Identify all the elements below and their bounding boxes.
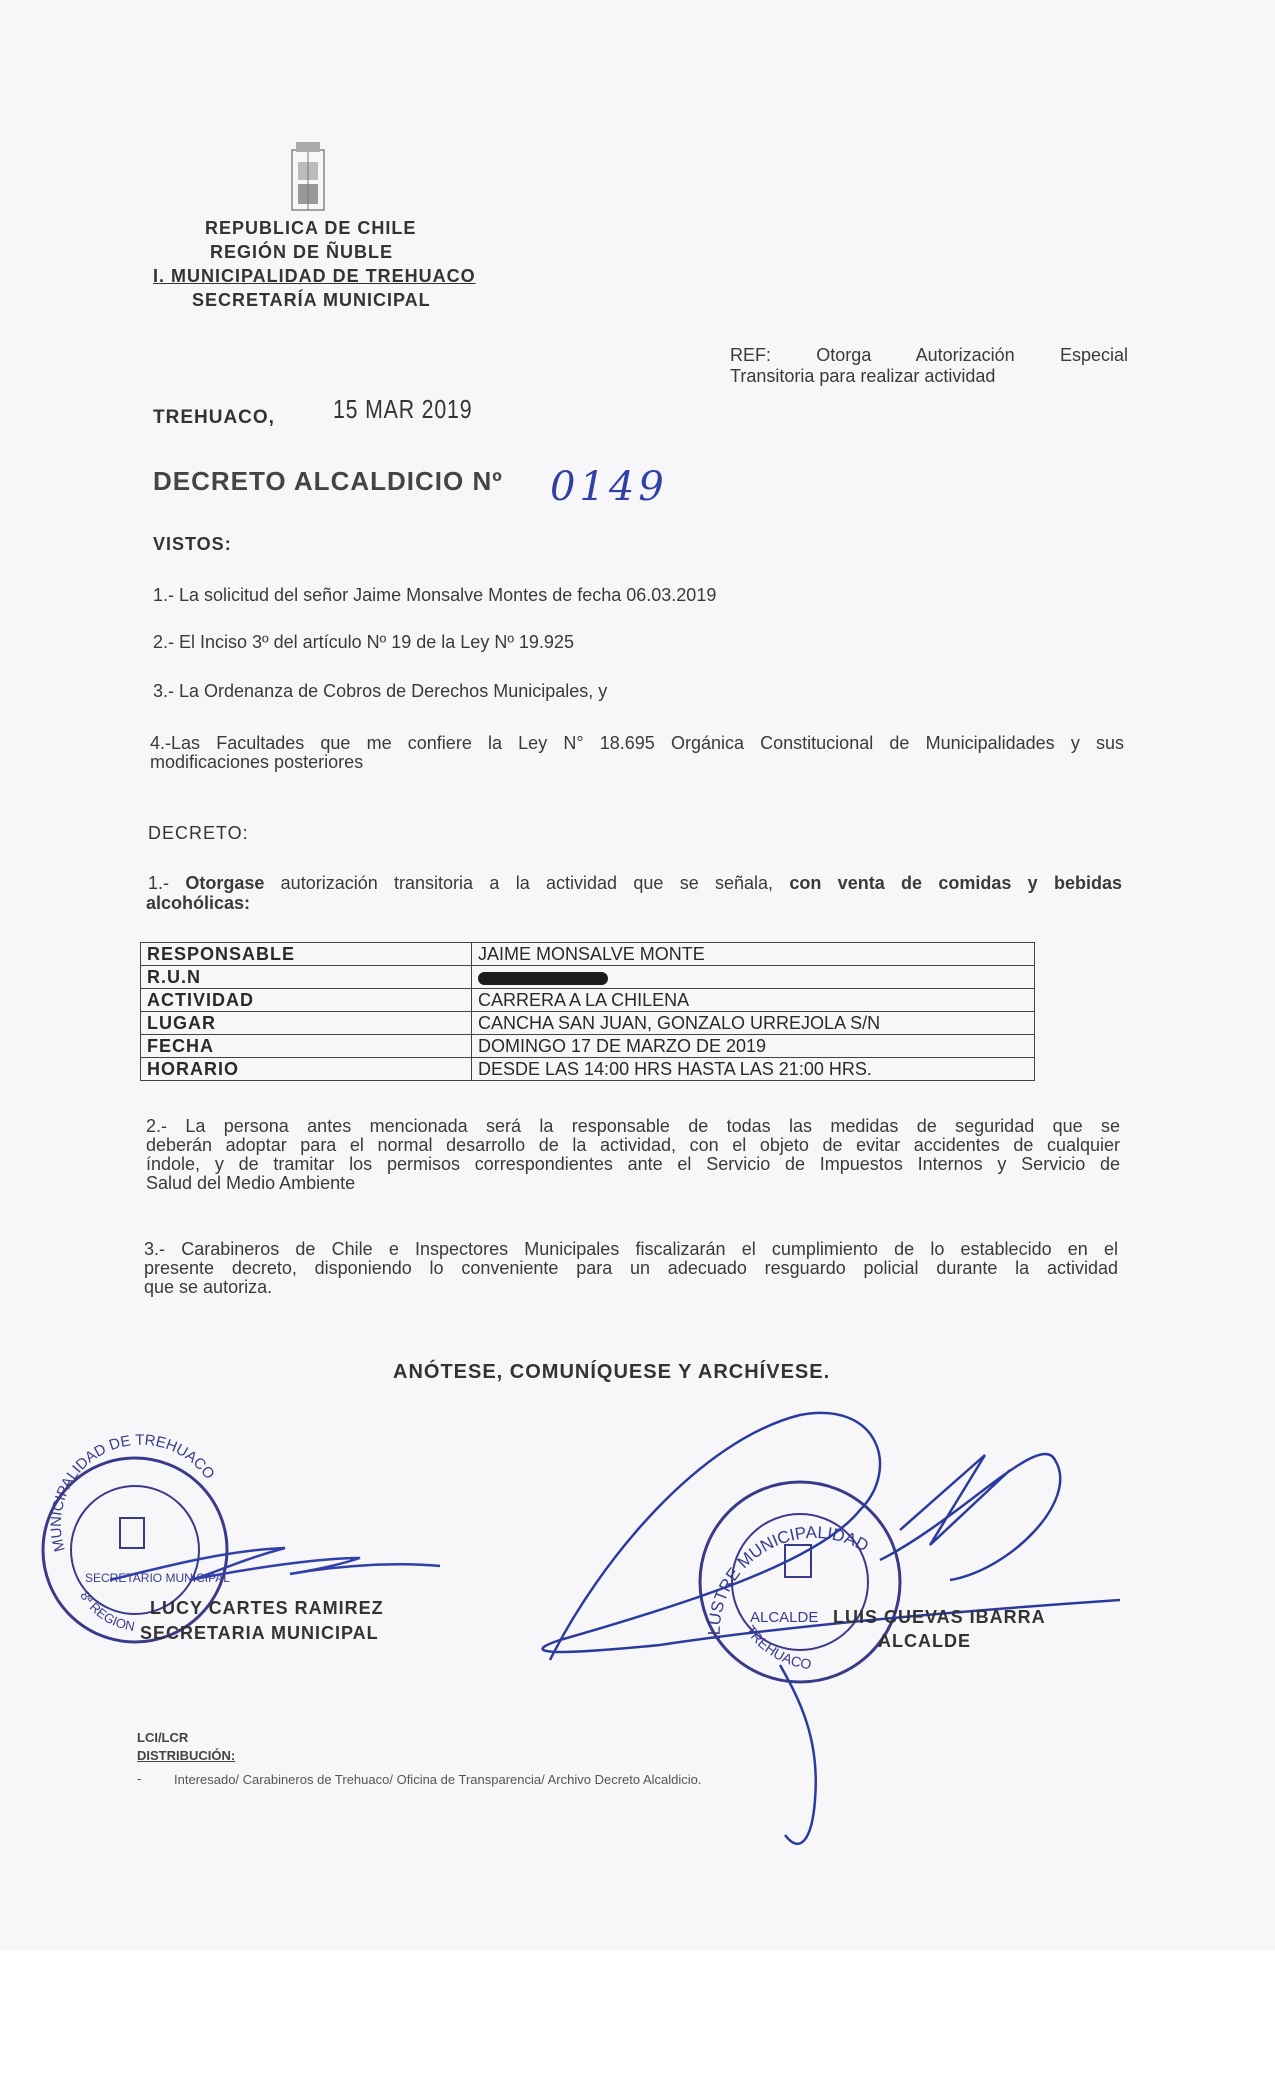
table-label: HORARIO (141, 1058, 472, 1081)
right-signature-tail (780, 1665, 816, 1844)
table-value: CARRERA A LA CHILENA (472, 989, 1035, 1012)
decreto-heading: DECRETO: (148, 823, 249, 843)
vistos-item-2: 2.- El Inciso 3º del artículo Nº 19 de la Ley Nº 19.925 (153, 632, 574, 652)
ref-label: REF: (730, 345, 772, 365)
left-signatory-title: SECRETARIA MUNICIPAL (140, 1623, 379, 1643)
ref-line1: Otorga Autorización Especial (816, 345, 1128, 365)
header-region: REGIÓN DE ÑUBLE (210, 242, 394, 262)
vistos-item-1: 1.- La solicitud del señor Jaime Monsalve Montes de fecha 06.03.2019 (153, 585, 717, 605)
footer-distribution-label: DISTRIBUCIÓN: (137, 1748, 236, 1763)
footer-distribution-text: Interesado/ Carabineros de Trehuaco/ Oficina de Transparencia/ Archivo Decreto Alcaldicio. (174, 1772, 702, 1787)
paragraph-line: índole, y de tramitar los permisos correspondientes ante el Servicio de Impuestos Internos y Servicio de (146, 1154, 1120, 1174)
left-seal-bottom: 8ª REGION (77, 1588, 136, 1634)
right-signatory-name: LUIS CUEVAS IBARRA (833, 1607, 1046, 1627)
table-value: JAIME MONSALVE MONTE (472, 943, 1035, 966)
vistos-item-4: 4.-Las Facultades que me confiere la Ley N° 18.695 Orgánica Constitucional de Municipalidades y sus (150, 733, 1124, 753)
venta-bold: con venta de comidas y bebidas (789, 873, 1123, 893)
table-value: CANCHA SAN JUAN, GONZALO URREJOLA S/N (472, 1012, 1035, 1035)
right-seal-text: ILUSTRE MUNICIPALIDAD (704, 1522, 872, 1641)
header-department: SECRETARÍA MUNICIPAL (192, 290, 431, 310)
vistos-item-4-continued: modificaciones posteriores (150, 752, 364, 772)
header-municipality: I. MUNICIPALIDAD DE TREHUACO (153, 266, 476, 286)
right-signatory-title: ALCALDE (878, 1631, 971, 1651)
right-seal-bottom: TREHUACO (742, 1622, 813, 1673)
left-seal-center: SECRETARIO MUNICIPAL (85, 1571, 230, 1585)
closing-formula: ANÓTESE, COMUNÍQUESE Y ARCHÍVESE. (393, 1361, 831, 1383)
decree-title: DECRETO ALCALDICIO Nº (153, 466, 503, 496)
header-country: REPUBLICA DE CHILE (205, 218, 417, 238)
otorgase-bold: Otorgase (185, 873, 265, 893)
right-seal-center: ALCALDE (750, 1609, 819, 1626)
decree-number-handwritten: 0149 (550, 464, 668, 510)
right-mayor-seal (700, 1482, 900, 1682)
paragraph-line: Salud del Medio Ambiente (146, 1173, 356, 1193)
left-seal-text: MUNICIPALIDAD DE TREHUACO (47, 1431, 218, 1554)
place: TREHUACO, (153, 407, 275, 428)
right-signature-strokes (880, 1454, 1060, 1580)
table-label: R.U.N (141, 966, 472, 989)
blank-margin (0, 1950, 1275, 2100)
item-text: autorización transitoria a la actividad que se señala, (264, 873, 790, 893)
table-label: FECHA (141, 1035, 472, 1058)
item-number: 1.- (148, 873, 186, 893)
ref-line2: Transitoria para realizar actividad (730, 366, 996, 386)
table-value: DESDE LAS 14:00 HRS HASTA LAS 21:00 HRS. (472, 1058, 1035, 1081)
footer-bullet: - (137, 1771, 142, 1786)
paragraph-line: 2.- La persona antes mencionada será la responsable de todas las medidas de seguridad que se (146, 1116, 1120, 1136)
footer-initials: LCI/LCR (137, 1730, 189, 1745)
paragraph-line: que se autoriza. (144, 1277, 273, 1297)
paragraph-line: deberán adoptar para el normal desarrollo de la actividad, con el objeto de evitar accidentes de cualquier (146, 1135, 1120, 1155)
vistos-heading: VISTOS: (153, 534, 232, 554)
vistos-item-3: 3.- La Ordenanza de Cobros de Derechos Municipales, y (153, 681, 608, 701)
paragraph-line: 3.- Carabineros de Chile e Inspectores Municipales fiscalizarán el cumplimiento de lo establecido en el (144, 1239, 1118, 1259)
left-signatory-name: LUCY CARTES RAMIREZ (150, 1598, 384, 1618)
table-label: LUGAR (141, 1012, 472, 1035)
table-label: ACTIVIDAD (141, 989, 472, 1012)
table-label: RESPONSABLE (141, 943, 472, 966)
decreto-item-1-continued: alcohólicas: (146, 893, 251, 913)
table-value: DOMINGO 17 DE MARZO DE 2019 (472, 1035, 1035, 1058)
paragraph-line: presente decreto, disponiendo lo conveniente para un adecuado resguardo policial durante la actividad (144, 1258, 1118, 1278)
date-stamp: 15 MAR 2019 (333, 394, 473, 424)
